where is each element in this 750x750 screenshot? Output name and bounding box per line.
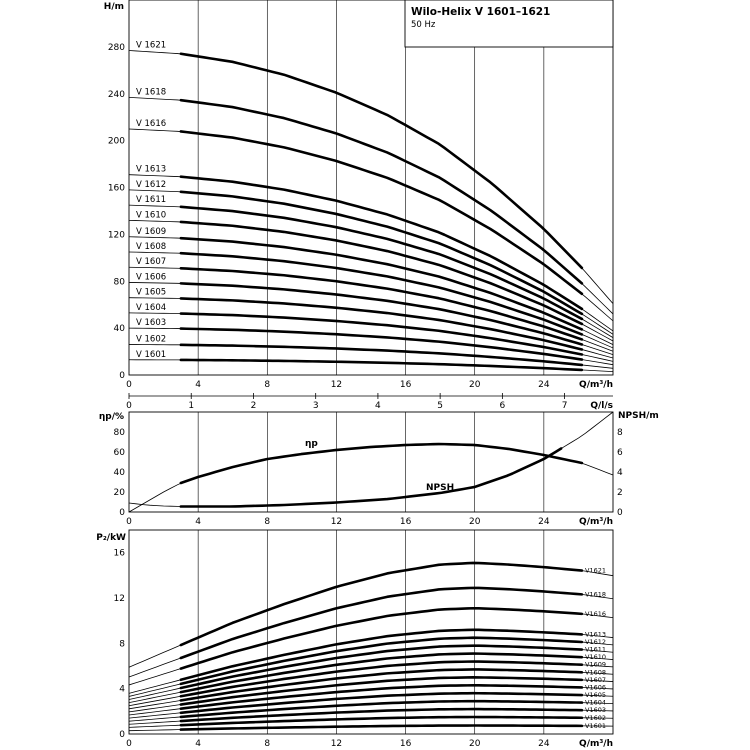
flow-ls-tick-label: 1 xyxy=(188,401,195,411)
chart-title: Wilo-Helix V 1601–1621 xyxy=(411,6,551,18)
flow-ls-tick-label: 3 xyxy=(312,401,319,411)
eta-y-tick-label: 40 xyxy=(113,468,125,478)
npsh-label: NPSH xyxy=(426,483,455,493)
head-curve-label: V 1602 xyxy=(136,334,167,345)
head-x-axis-label: Q/m³/h xyxy=(579,380,613,390)
head-x-tick-label: 20 xyxy=(468,380,481,390)
power-x-tick-label: 12 xyxy=(330,739,343,749)
eta-x-tick-label: 0 xyxy=(126,517,132,527)
head-curve-label: V 1603 xyxy=(136,318,167,329)
power-curve-label: V1613 xyxy=(585,630,606,639)
head-curve-label: V 1609 xyxy=(136,226,167,237)
head-curve xyxy=(181,54,582,268)
power-curve-label: V1616 xyxy=(585,609,606,618)
power-x-axis-label: Q/m³/h xyxy=(579,739,613,749)
power-x-tick-label: 8 xyxy=(264,739,271,749)
power-y-tick-label: 0 xyxy=(119,730,125,740)
head-x-tick-label: 16 xyxy=(399,380,412,390)
power-curve-label: V1606 xyxy=(585,683,606,692)
eta-y-tick-label: 60 xyxy=(113,448,125,458)
power-curve-label: V1603 xyxy=(585,706,606,715)
head-y-tick-label: 40 xyxy=(113,324,125,335)
power-curve-label: V1608 xyxy=(585,668,606,677)
eta-x-tick-label: 12 xyxy=(330,517,343,527)
head-curve xyxy=(181,360,582,370)
power-curve xyxy=(181,563,582,645)
head-y-tick-label: 240 xyxy=(107,89,125,100)
head-curve-thin xyxy=(129,51,613,304)
head-x-tick-label: 0 xyxy=(126,380,132,390)
power-curve-label: V1601 xyxy=(585,721,606,730)
power-y-tick-label: 12 xyxy=(113,594,125,604)
npsh-curve xyxy=(181,449,561,507)
npsh-y-tick-label: 0 xyxy=(617,508,623,518)
eta-y-axis-label: ηp/% xyxy=(98,412,124,422)
efficiency-curve xyxy=(181,444,582,483)
eta-x-tick-label: 24 xyxy=(538,517,550,527)
eta-y-tick-label: 0 xyxy=(119,508,125,518)
efficiency-label: ηp xyxy=(305,439,318,449)
eta-y-tick-label: 80 xyxy=(113,428,125,438)
head-y-tick-label: 80 xyxy=(113,277,125,288)
flow-ls-tick-label: 0 xyxy=(126,401,132,411)
flow-ls-tick-label: 7 xyxy=(561,401,568,411)
npsh-y-tick-label: 6 xyxy=(617,448,623,458)
power-x-tick-label: 4 xyxy=(195,739,202,749)
head-curve-label: V 1605 xyxy=(136,287,167,298)
power-curve-label: V1618 xyxy=(585,590,606,599)
power-x-tick-label: 16 xyxy=(399,739,412,749)
head-curve-label: V 1618 xyxy=(136,87,167,98)
head-curve-thin xyxy=(129,345,613,369)
power-curve-label: V1610 xyxy=(585,653,606,662)
efficiency-npsh-panel xyxy=(99,411,659,527)
power-y-tick-label: 4 xyxy=(119,684,125,695)
power-curve-label: V1621 xyxy=(585,566,606,575)
head-y-tick-label: 160 xyxy=(107,183,125,194)
flow-ls-tick-label: 5 xyxy=(437,401,444,411)
head-curve-label: V 1608 xyxy=(136,242,167,252)
power-y-axis-label: P₂/kW xyxy=(96,533,126,543)
head-curve-thin xyxy=(129,97,613,314)
head-curve-label: V 1611 xyxy=(136,195,167,206)
power-panel xyxy=(96,530,613,749)
power-x-tick-label: 24 xyxy=(538,739,550,749)
head-y-tick-label: 280 xyxy=(107,43,125,53)
power-curve-label: V1607 xyxy=(585,675,606,684)
head-curve-label: V 1606 xyxy=(136,272,167,283)
eta-x-tick-label: 20 xyxy=(468,517,481,527)
head-y-axis-label: H/m xyxy=(103,2,124,12)
head-curve-label: V 1621 xyxy=(136,40,167,51)
head-curve xyxy=(181,253,582,334)
head-curve-label: V 1601 xyxy=(136,349,167,360)
power-curve-label: V1609 xyxy=(585,660,606,669)
head-x-tick-label: 8 xyxy=(264,380,271,390)
npsh-y-axis-label: NPSH/m xyxy=(618,411,659,421)
eta-x-axis-label: Q/m³/h xyxy=(579,517,613,527)
chart-subtitle: 50 Hz xyxy=(411,20,436,30)
npsh-y-tick-label: 2 xyxy=(617,488,623,498)
head-y-tick-label: 200 xyxy=(107,136,125,147)
power-x-tick-label: 20 xyxy=(468,739,481,749)
npsh-y-tick-label: 4 xyxy=(617,468,623,478)
head-x-tick-label: 4 xyxy=(195,380,202,390)
power-y-tick-label: 16 xyxy=(113,548,125,559)
head-x-tick-label: 12 xyxy=(330,380,343,390)
eta-y-tick-label: 20 xyxy=(113,488,125,498)
head-curve-label: V 1610 xyxy=(136,210,167,221)
head-curve-label: V 1612 xyxy=(136,179,167,190)
flow-ls-axis-label: Q/l/s xyxy=(590,401,613,411)
head-curve-label: V 1607 xyxy=(136,257,167,268)
head-curve-label: V 1613 xyxy=(136,164,167,175)
head-panel xyxy=(104,0,613,411)
power-curve xyxy=(181,726,582,730)
power-x-tick-label: 0 xyxy=(126,739,132,749)
head-curve-thin xyxy=(129,175,613,331)
power-curve-label: V1605 xyxy=(585,691,606,700)
head-curve-label: V 1604 xyxy=(136,302,167,313)
power-curve-label: V1611 xyxy=(585,645,606,654)
npsh-y-tick-label: 8 xyxy=(617,428,623,438)
head-y-tick-label: 120 xyxy=(107,230,125,241)
title-box xyxy=(405,0,613,47)
flow-ls-tick-label: 6 xyxy=(499,401,506,411)
power-curve-label: V1602 xyxy=(585,713,606,722)
head-y-tick-label: 0 xyxy=(119,371,125,381)
flow-ls-tick-label: 4 xyxy=(375,401,381,411)
head-curve-label: V 1616 xyxy=(136,119,167,129)
power-curve-label: V1612 xyxy=(585,638,606,647)
power-curve-label: V1604 xyxy=(585,698,606,707)
eta-x-tick-label: 4 xyxy=(195,517,202,527)
head-x-tick-label: 24 xyxy=(538,380,550,390)
power-y-tick-label: 8 xyxy=(119,639,125,650)
eta-x-tick-label: 16 xyxy=(399,517,412,527)
flow-ls-tick-label: 2 xyxy=(250,401,257,411)
eta-x-tick-label: 8 xyxy=(264,517,271,527)
